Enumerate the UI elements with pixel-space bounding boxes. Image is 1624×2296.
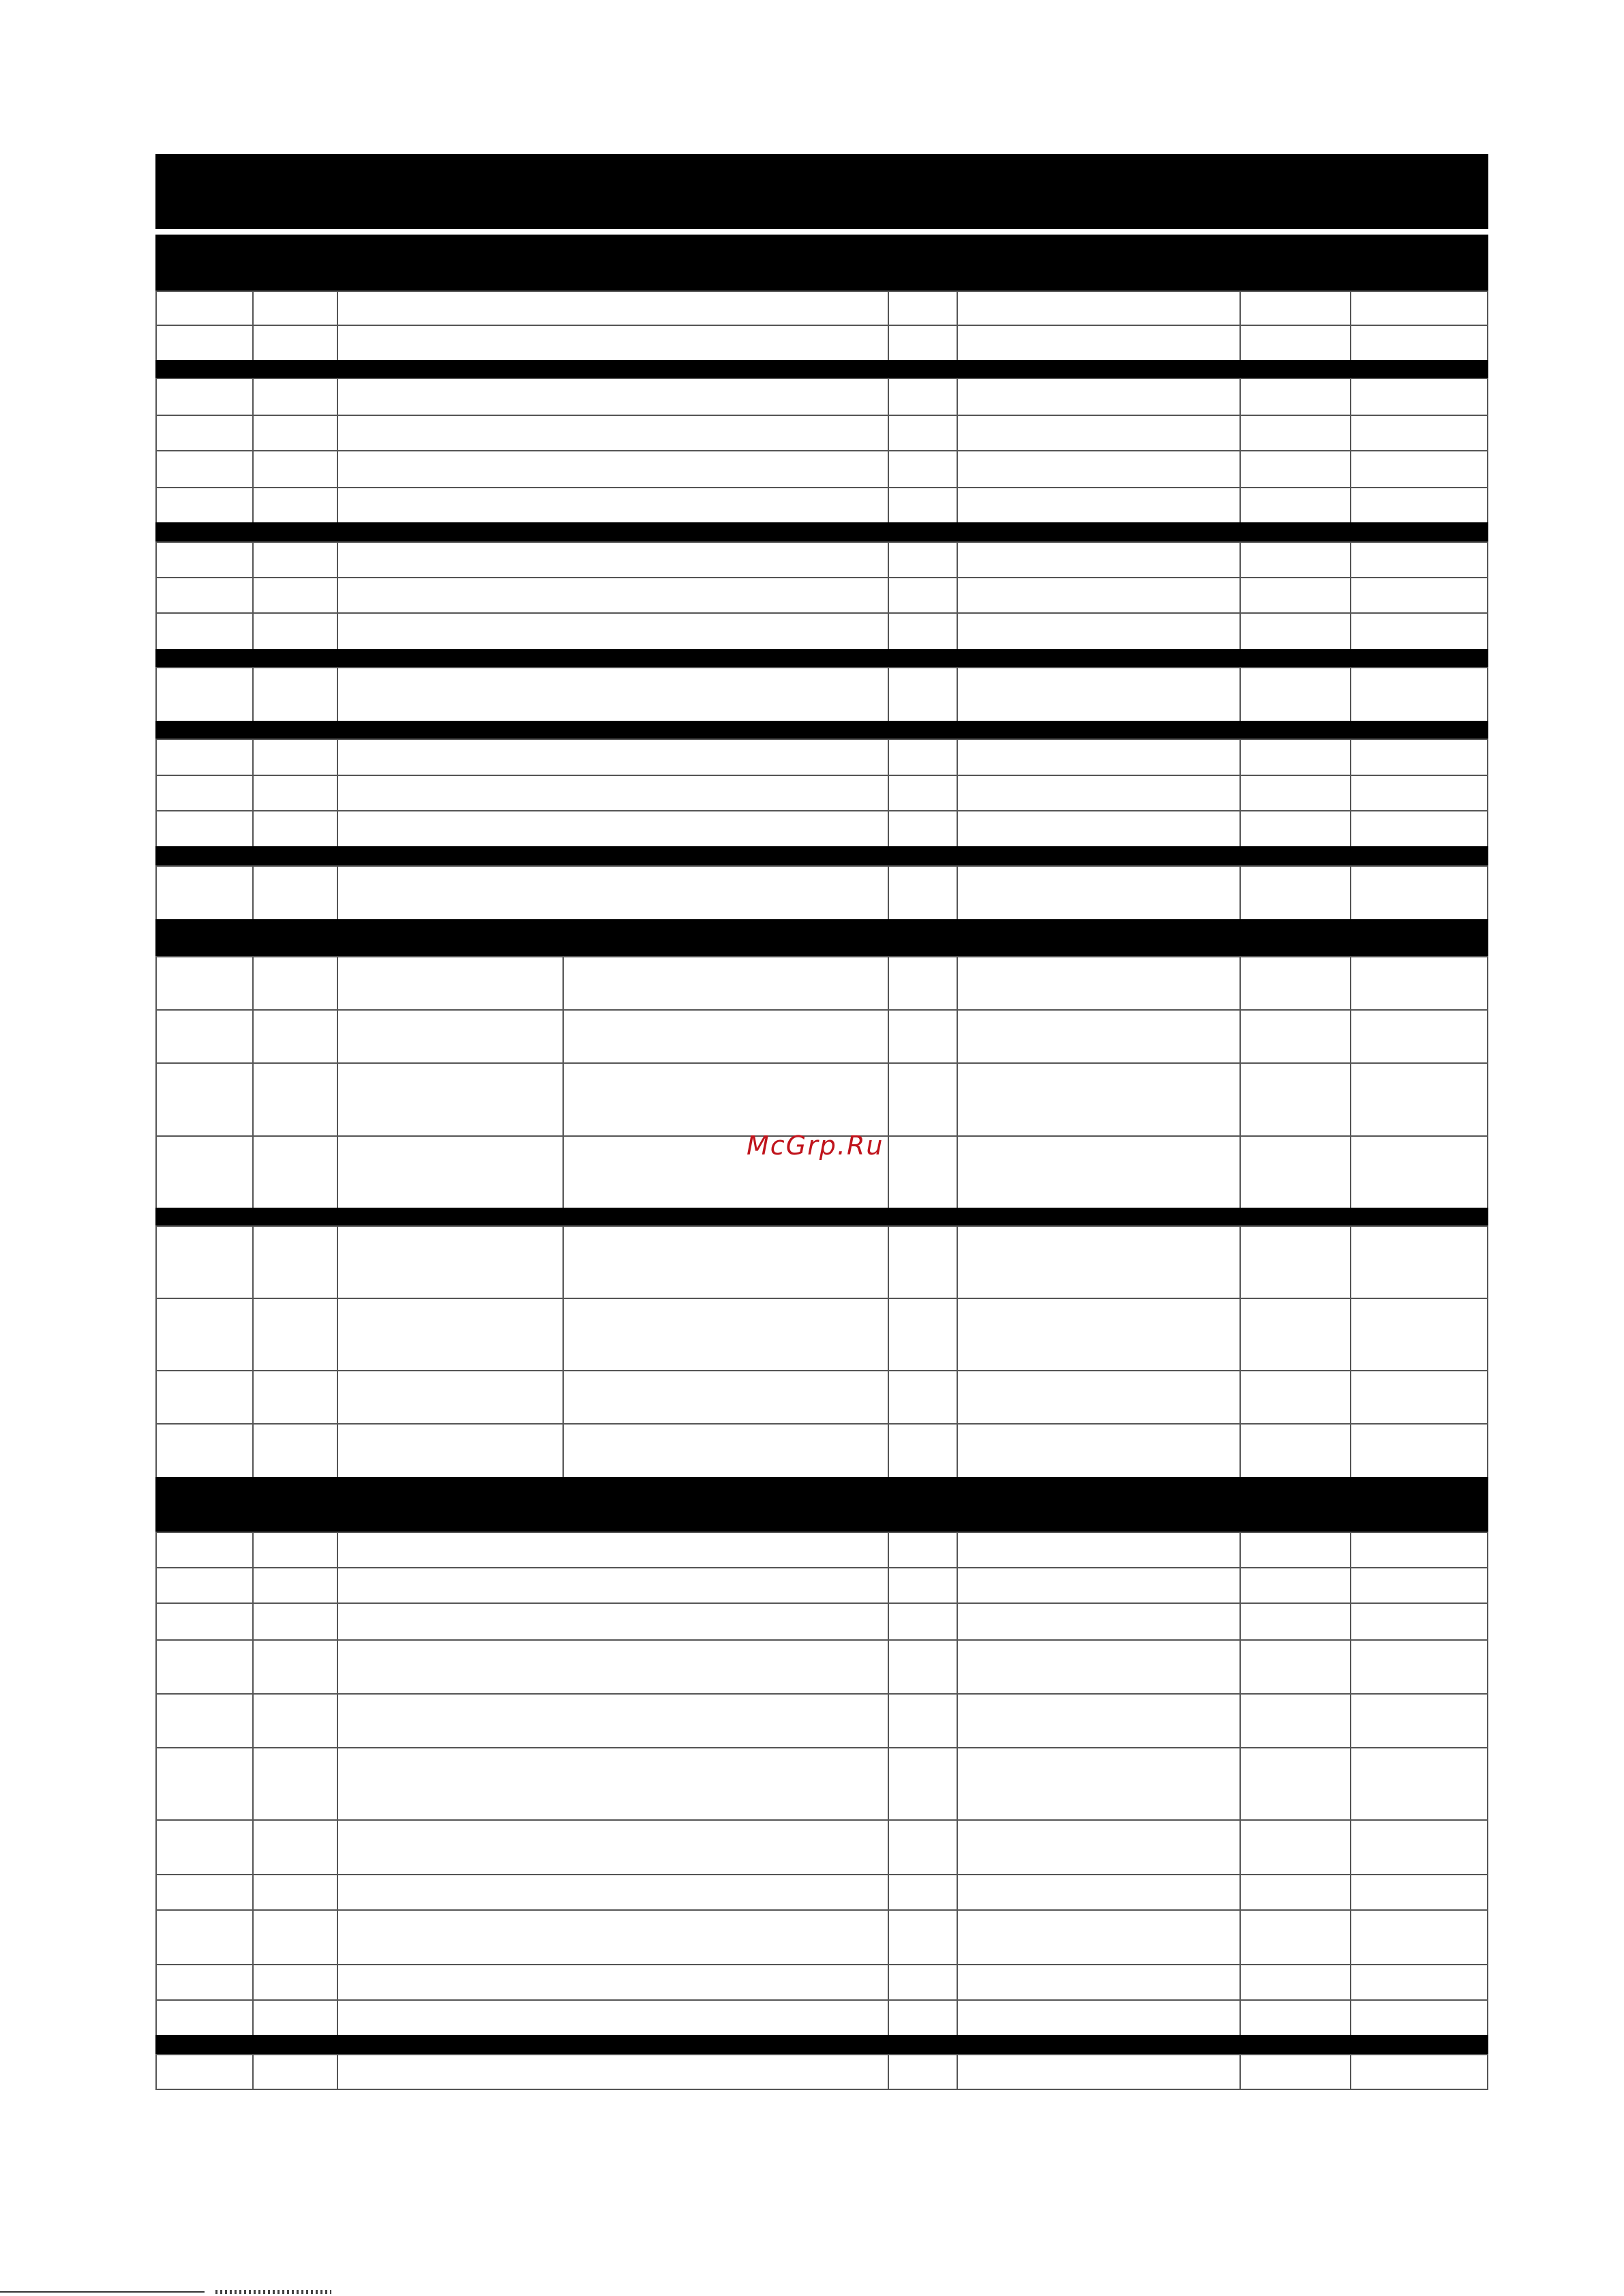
table-block <box>155 865 1488 921</box>
watermark-text: McGrp.Ru <box>747 1131 884 1161</box>
section-band <box>155 846 1488 865</box>
section-band <box>155 2035 1488 2054</box>
section-band <box>155 154 1488 229</box>
section-band <box>155 522 1488 541</box>
section-band <box>155 360 1488 378</box>
table-block <box>155 378 1488 524</box>
section-band <box>155 649 1488 667</box>
section-band <box>155 235 1488 290</box>
table-block <box>155 1225 1488 1478</box>
section-band <box>155 721 1488 739</box>
table-block <box>155 1532 1488 2036</box>
table-block <box>155 290 1488 361</box>
footer-rule <box>0 2291 205 2293</box>
table-block <box>155 541 1488 651</box>
section-band <box>155 1477 1488 1532</box>
section-band <box>155 919 1488 956</box>
table-block <box>155 667 1488 722</box>
table-block <box>155 2054 1488 2090</box>
table-block <box>155 739 1488 848</box>
section-band <box>155 1208 1488 1225</box>
table-block <box>155 956 1488 1209</box>
footer-scan-marks <box>215 2290 331 2294</box>
